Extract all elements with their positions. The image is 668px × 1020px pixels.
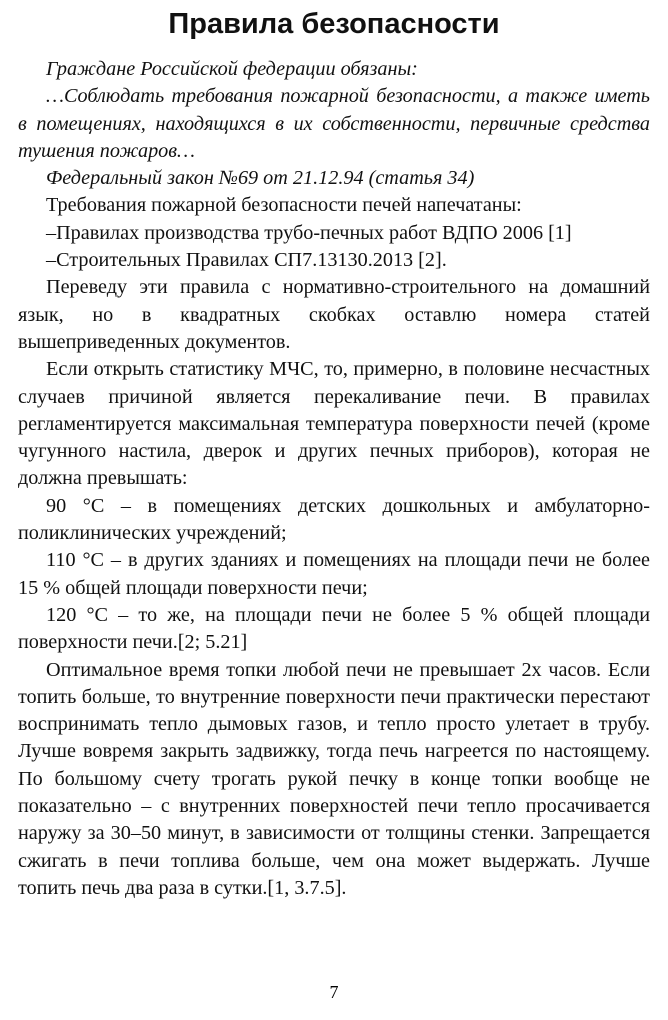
epigraph-source: Федеральный закон №69 от 21.12.94 (статья 34) — [46, 167, 475, 190]
page-title: Правила безопасности — [168, 8, 500, 40]
epigraph-quote: …Соблюдать требования пожарной безопасности, а также иметь в помещениях, находящихся в их собственности, первичные средства тушения пожаров… — [18, 85, 650, 162]
paragraph-requirements: Требования пожарной безопасности печей напечатаны: — [46, 194, 522, 217]
paragraph-firing-time: Оптимальное время топки любой печи не превышает 2х часов. Если топить больше, то внутренние поверхности печи практически перестают воспринимать тепло дымовых газов, и тепло просто улетает в трубу. Лучше вовремя закрыть задвижку, тогда печь нагреется по настоящему. По большому счету трогать рукой печку в конце топки вообще не показательно – с внутренних поверхностей печи тепло просачивается наружу за 30–50 минут, в зависимости от толщины стенки. Запрещается сжигать в печи топлива больше, чем она может выдержать. Лучше топить печь два раза в сутки.[1, 3.7.5]. — [18, 658, 650, 899]
temperature-item-110: 110 °С – в других зданиях и помещениях на площади печи не более 15 % общей площади поверхности печи; — [18, 549, 650, 599]
temperature-item-90: 90 °С – в помещениях детских дошкольных и амбулаторно-поликлинических учреждений; — [18, 494, 650, 545]
list-item-sp: –Строительных Правилах СП7.13130.2013 [2]. — [46, 249, 447, 272]
paragraph-translation: Переведу эти правила с нормативно-строительного на домашний язык, но в квадратных скобках оставлю номера статей вышеприведенных документов. — [18, 276, 650, 353]
epigraph-intro: Граждане Российской федерации обязаны: — [46, 58, 418, 80]
temperature-item-120: 120 °С – то же, на площади печи не более 5 % общей площади поверхности печи.[2; 5.21] — [18, 603, 650, 654]
page-number: 7 — [329, 982, 339, 1002]
paragraph-statistics: Если открыть статистику МЧС, то, примерно, в половине несчастных случаев причиной является перекаливание печи. В правилах регламентируется максимальная температура поверхности печей (кроме чугунного настила, дверок и других печных приборов), которая не должна превышать: — [18, 358, 650, 490]
list-item-vdpo: –Правилах производства трубо-печных работ ВДПО 2006 [1] — [46, 221, 572, 244]
